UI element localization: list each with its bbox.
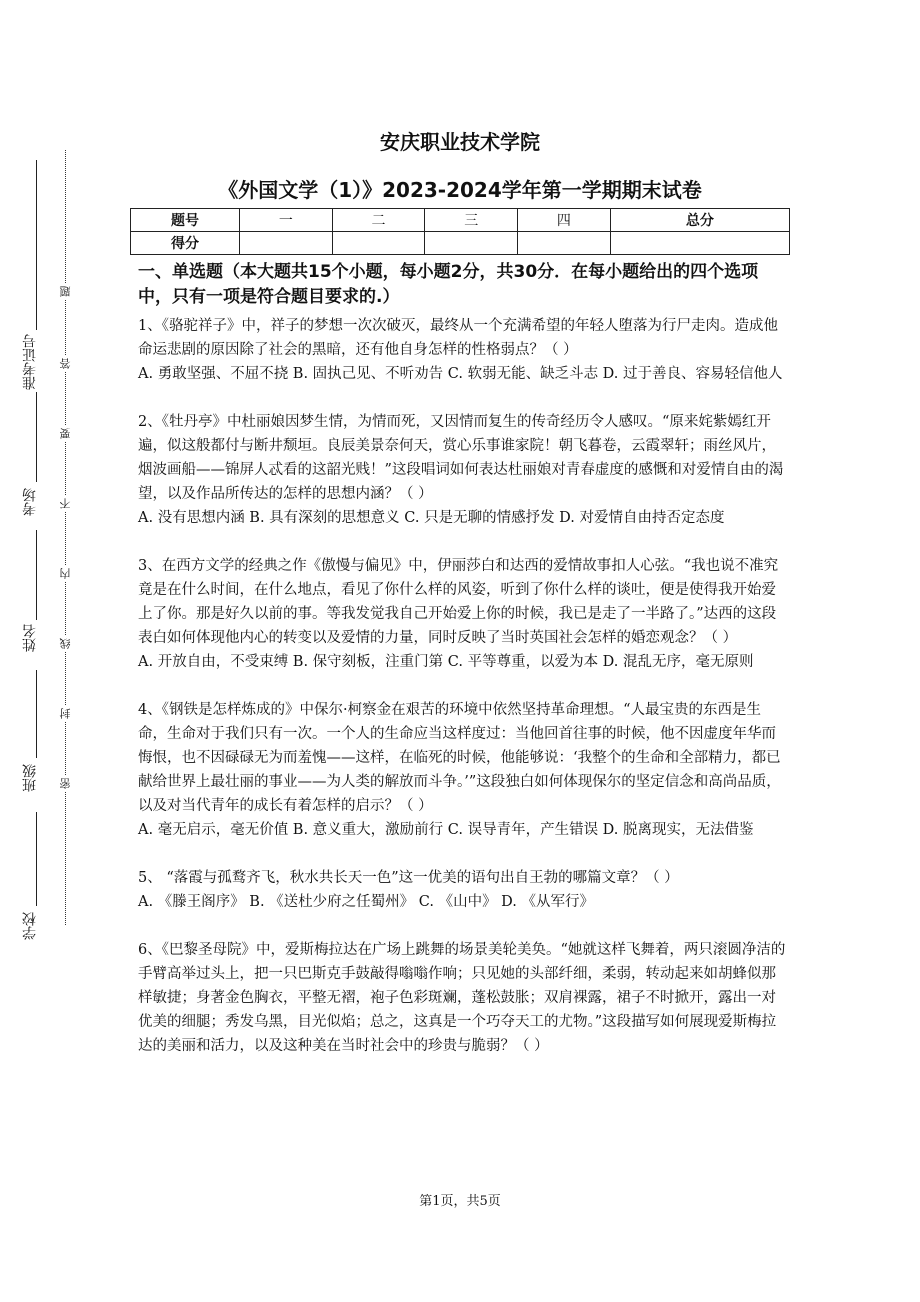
score-cell: 得分 [131, 232, 240, 255]
seal-char: 线 [59, 638, 72, 649]
class-label: 班级 [22, 764, 38, 792]
seal-char: 内 [59, 568, 72, 579]
score-input-cell[interactable] [610, 232, 789, 255]
score-input-cell[interactable] [518, 232, 611, 255]
question [138, 410, 788, 530]
seal-dotted-line [65, 150, 66, 925]
exam-number-label: 准考证号 [22, 334, 38, 390]
name-label: 姓名 [22, 624, 38, 652]
question [138, 938, 788, 1058]
seal-char: 要 [59, 428, 72, 439]
question-stem: 1、《骆驼祥子》中，祥子的梦想一次次破灭，最终从一个充满希望的年轻人堕落为行尸走肉。造成他命运悲剧的原因除了社会的黑暗，还有他自身怎样的性格弱点？（ ） [138, 318, 778, 358]
question [138, 866, 788, 914]
question-options: A. 《滕王阁序》 B. 《送杜少府之任蜀州》 C. 《山中》 D. 《从军行》 [138, 894, 595, 910]
score-table [130, 208, 790, 255]
question [138, 314, 788, 386]
question-stem: 5、 “落霞与孤鹜齐飞，秋水共长天一色”这一优美的语句出自王勃的哪篇文章？（ ） [138, 870, 679, 886]
exam-title: 《外国文学（1）》2023-2024学年第一学期期末试卷 [218, 178, 702, 202]
score-cell: 三 [425, 209, 518, 232]
seal-char: 答 [59, 358, 72, 369]
class-line [36, 670, 37, 758]
exam-content [138, 260, 788, 1058]
seal-char: 不 [59, 498, 72, 509]
score-input-cell[interactable] [332, 232, 425, 255]
exam-room-line [36, 392, 37, 482]
question-stem: 4、《钢铁是怎样炼成的》中保尔·柯察金在艰苦的环境中依然坚持革命理想。“人最宝贵的东西是生命，生命对于我们只有一次。一个人的生命应当这样度过：当他回首往事的时候，他不因虚度年华而悔恨，也不因碌碌无为而羞愧——这样，在临死的时候，他能够说：‘我整个的生命和全部精力，都已献给世界上最壮丽的事业——为人类的解放而斗争。’”这段独白如何体现保尔的坚定信念和高尚品质，以及对当代青年的成长有着怎样的启示？（ ） [138, 702, 781, 814]
score-cell: 二 [332, 209, 425, 232]
score-cell: 题号 [131, 209, 240, 232]
seal-char: 封 [59, 708, 72, 719]
question-options: A. 开放自由，不受束缚 B. 保守刻板，注重门第 C. 平等尊重，以爱为本 D. 混乱无序，毫无原则 [138, 654, 754, 670]
score-cell: 一 [240, 209, 333, 232]
question-options: A. 毫无启示，毫无价值 B. 意义重大，激励前行 C. 误导青年，产生错误 D. 脱离现实，无法借鉴 [138, 822, 754, 838]
score-input-cell[interactable] [240, 232, 333, 255]
score-cell: 总分 [610, 209, 789, 232]
question-options: A. 勇敢坚强、不屈不挠 B. 固执己见、不听劝告 C. 软弱无能、缺乏斗志 D. 过于善良、容易轻信他人 [138, 366, 783, 382]
seal-char: 题 [59, 286, 72, 297]
question-stem: 6、《巴黎圣母院》中，爱斯梅拉达在广场上跳舞的场景美轮美奂。“她就这样飞舞着，两只滚圆净洁的手臂高举过头上，把一只巴斯克手鼓敲得嗡嗡作响；只见她的头部纤细，柔弱，转动起来如胡蜂似那样敏捷；身著金色胸衣，平整无褶，袍子色彩斑斓，蓬松鼓胀；双肩裸露，裙子不时掀开，露出一对优美的细腿；秀发乌黑，目光似焰；总之，这真是一个巧夺天工的尤物。”这段描写如何展现爱斯梅拉达的美丽和活力，以及这种美在当时社会中的珍贵与脆弱？（ ） [138, 942, 786, 1054]
question [138, 554, 788, 674]
seal-char: 密 [59, 778, 72, 789]
score-table-header-row [131, 209, 790, 232]
question-stem: 3、在西方文学的经典之作《傲慢与偏见》中，伊丽莎白和达西的爱情故事扣人心弦。“我也说不准究竟是在什么时间，在什么地点，看见了你什么样的风姿，听到了你什么样的谈吐，便是使得我开始爱上了你。那是好久以前的事。等我发觉我自己开始爱上你的时候，我已是走了一半路了。”达西的这段表白如何体现他内心的转变以及爱情的力量，同时反映了当时英国社会怎样的婚恋观念？（ ） [138, 558, 779, 646]
page-footer: 第1页，共5页 [419, 1194, 501, 1209]
question [138, 698, 788, 842]
score-cell: 四 [518, 209, 611, 232]
section-title: 一、单选题（本大题共15个小题，每小题2分，共30分．在每小题给出的四个选项中，只有一项是符合题目要求的.） [138, 262, 759, 307]
score-input-cell[interactable] [425, 232, 518, 255]
school-label: 学校 [22, 912, 38, 940]
school-title: 安庆职业技术学院 [380, 130, 540, 154]
score-table-score-row [131, 232, 790, 255]
name-line [36, 530, 37, 620]
question-stem: 2、《牡丹亭》中杜丽娘因梦生情，为情而死，又因情而复生的传奇经历令人感叹。“原来姹紫嫣红开遍，似这般都付与断井颓垣。良辰美景奈何天，赏心乐事谁家院！朝飞暮卷，云霞翠轩；雨丝风片，烟波画船——锦屏人忒看的这韶光贱！”这段唱词如何表达杜丽娘对青春虚度的感慨和对爱情自由的渴望，以及作品所传达的怎样的思想内涵？（ ） [138, 414, 784, 502]
school-line [36, 812, 37, 906]
question-options: A. 没有思想内涵 B. 具有深刻的思想意义 C. 只是无聊的情感抒发 D. 对爱情自由持否定态度 [138, 510, 725, 526]
exam-room-label: 考场 [22, 488, 38, 516]
